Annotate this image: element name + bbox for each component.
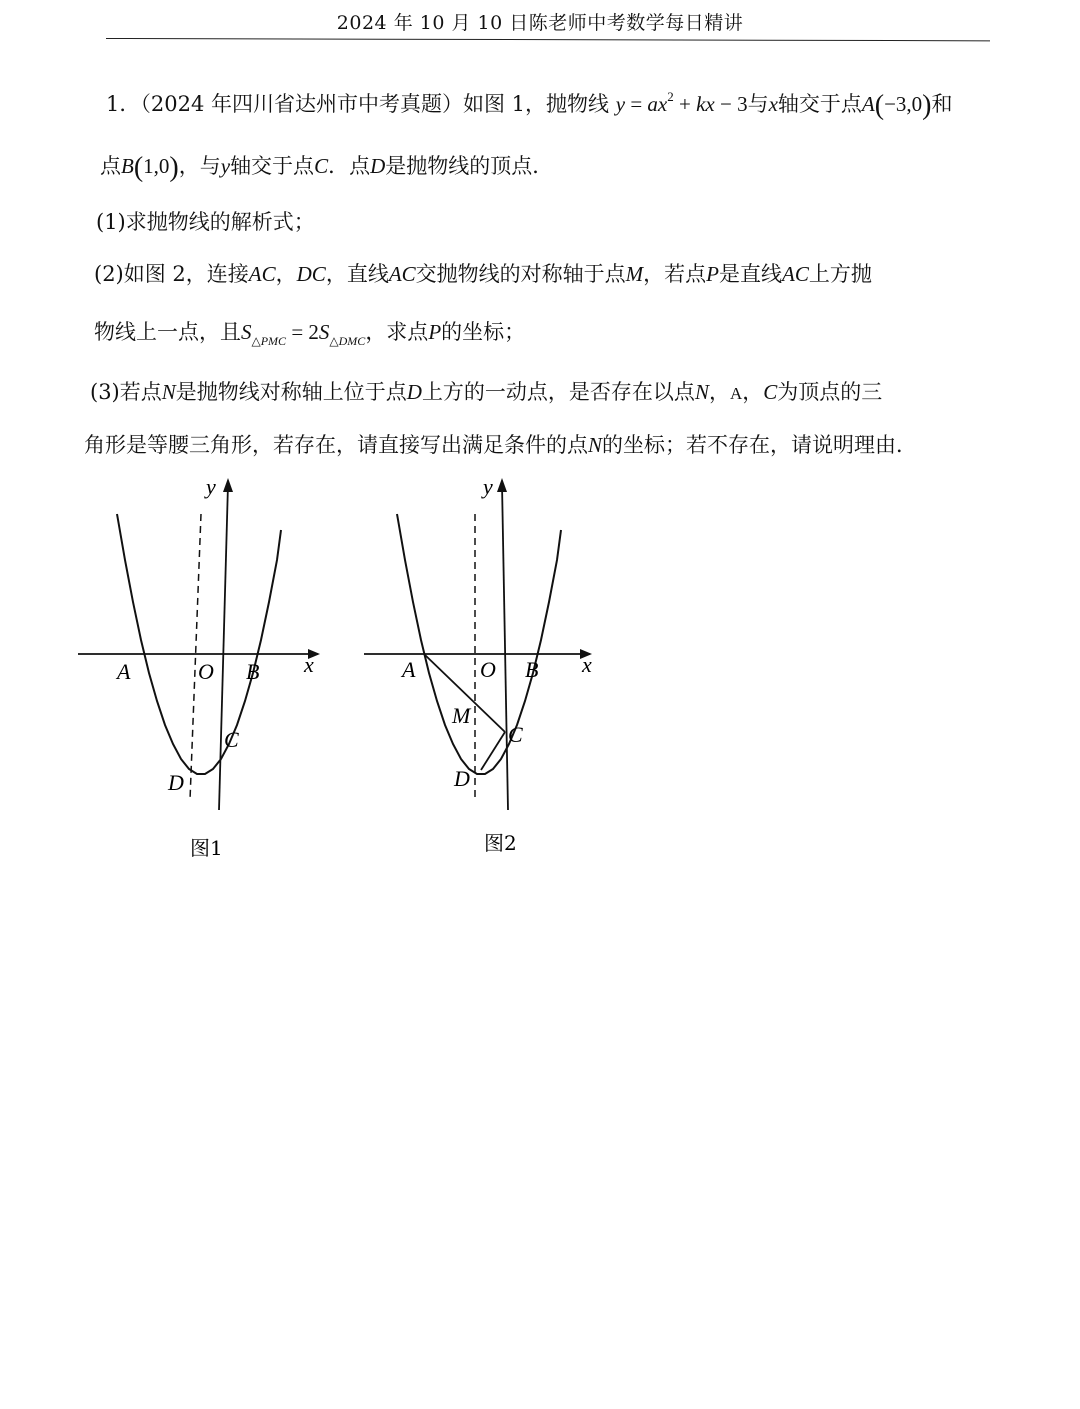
equation-square: 2	[667, 89, 674, 104]
symmetry-axis	[190, 514, 201, 800]
label-D: D	[168, 770, 184, 795]
area-S: S	[241, 320, 252, 344]
figure-2	[356, 470, 626, 870]
text-fragment: 轴交于点	[777, 92, 862, 116]
point-D: D	[406, 380, 422, 404]
label-D: D	[454, 766, 470, 791]
var-y: y	[220, 154, 231, 178]
text-fragment: 为顶点的三	[777, 380, 883, 404]
equation-plus: +	[673, 92, 697, 116]
label-x: x	[304, 652, 314, 677]
y-axis	[502, 484, 508, 810]
label-M: M	[452, 703, 471, 728]
text-fragment: ，若点	[643, 262, 707, 286]
text-fragment: 上方抛	[808, 262, 872, 286]
page-header: 2024 年 10 月 10 日陈老师中考数学每日精讲	[336, 12, 744, 34]
equation-minus-3: − 3	[714, 92, 748, 116]
point-N: N	[161, 380, 176, 404]
equation-equals: =	[625, 92, 648, 116]
equation-kx: kx	[696, 92, 715, 116]
label-y: y	[206, 474, 216, 499]
point-N: N	[588, 433, 603, 457]
text-fragment: 角形是等腰三角形，若存在，请直接写出满足条件的点	[84, 433, 588, 457]
area-S: S	[318, 320, 330, 344]
question-1: (1)求抛物线的解析式；	[96, 210, 315, 234]
text-fragment: 的坐标；	[441, 320, 526, 344]
point-P: P	[706, 262, 719, 286]
header-rule	[106, 38, 990, 41]
label-A: A	[117, 659, 131, 684]
text-fragment: 的坐标；若不存在，请说明理由．	[602, 433, 918, 457]
text-fragment: (3)若点	[90, 380, 162, 404]
label-C: C	[508, 722, 523, 747]
point-A-plain: A	[729, 384, 743, 403]
question-2-line-2	[94, 322, 525, 347]
text-fragment: 物线上一点，且	[94, 320, 241, 344]
point-C: C	[314, 154, 329, 178]
text-fragment: ，求点	[365, 320, 429, 344]
text-fragment: ，直线	[325, 262, 389, 286]
point-M: M	[625, 262, 644, 286]
label-A: A	[402, 657, 416, 682]
text-fragment: 与	[747, 92, 769, 116]
point-C: C	[763, 380, 778, 404]
coord-A: −3,0	[884, 92, 923, 116]
question-3-line-1	[90, 382, 882, 403]
point-P: P	[428, 320, 442, 344]
label-O: O	[480, 657, 496, 682]
label-O: O	[198, 659, 214, 684]
equation-ax: ax	[647, 92, 668, 116]
problem-line-1: 1．（2024 年四川省达州市中考真题）如图 1，抛物线 $y = ax^2$ + kx − 3与x轴交于点A(−3,0)和	[106, 89, 953, 121]
coord-B: 1,0	[143, 154, 170, 178]
text-fragment: 是直线	[719, 262, 782, 286]
problem-number: 1．	[106, 92, 141, 116]
text-fragment: 和	[931, 92, 953, 116]
equation-y: y	[615, 92, 626, 116]
figure-1	[70, 470, 340, 870]
label-B: B	[525, 657, 539, 682]
point-B: B	[121, 154, 134, 178]
text-fragment: ，	[742, 380, 764, 404]
subscript-PMC: △PMC	[251, 334, 287, 348]
segment-DC: DC	[296, 262, 326, 286]
segment-DC-line	[481, 732, 505, 770]
var-x: x	[768, 92, 778, 116]
y-axis	[219, 484, 228, 810]
text-fragment: 如图 1，抛物线	[463, 92, 610, 116]
question-3-line-2	[84, 435, 917, 456]
y-axis-arrow	[497, 478, 507, 492]
point-N: N	[694, 380, 709, 404]
text-fragment: ，	[275, 262, 297, 286]
problem-line-2: 点B(1,0)，与y轴交于点C．点D是抛物线的顶点．	[100, 152, 554, 183]
parabola-curve	[397, 514, 561, 774]
point-A: A	[861, 92, 875, 116]
segment-AC: AC	[248, 262, 276, 286]
question-2-line-1	[94, 264, 872, 285]
label-C: C	[224, 727, 239, 752]
label-y: y	[483, 474, 493, 499]
text-fragment: 是抛物线的顶点．	[385, 154, 554, 178]
text-fragment: ，与	[178, 154, 221, 178]
segment-AC: AC	[782, 262, 809, 286]
problem-source: （2024 年四川省达州市中考真题）	[140, 92, 463, 116]
text-fragment: 点	[100, 154, 121, 178]
text-fragment: 上方的一动点，是否存在以点	[421, 380, 695, 404]
segment-AC: AC	[388, 262, 416, 286]
subscript-DMC: △DMC	[329, 334, 366, 348]
text-fragment: 交抛物线的对称轴于点	[415, 262, 626, 286]
text-fragment: ，	[708, 380, 730, 404]
figure-2-caption: 图2	[484, 831, 517, 855]
text-fragment: 轴交于点	[230, 154, 315, 178]
text-fragment: 是抛物线对称轴上位于点	[175, 380, 407, 404]
text-fragment: (2)如图 2，连接	[94, 262, 249, 286]
figure-1-caption: 图1	[190, 836, 223, 860]
equation-2: = 2	[286, 320, 319, 344]
label-x: x	[582, 652, 592, 677]
label-B: B	[246, 659, 260, 684]
text-fragment: ．点	[328, 154, 371, 178]
point-D: D	[370, 154, 386, 178]
y-axis-arrow	[223, 478, 233, 492]
